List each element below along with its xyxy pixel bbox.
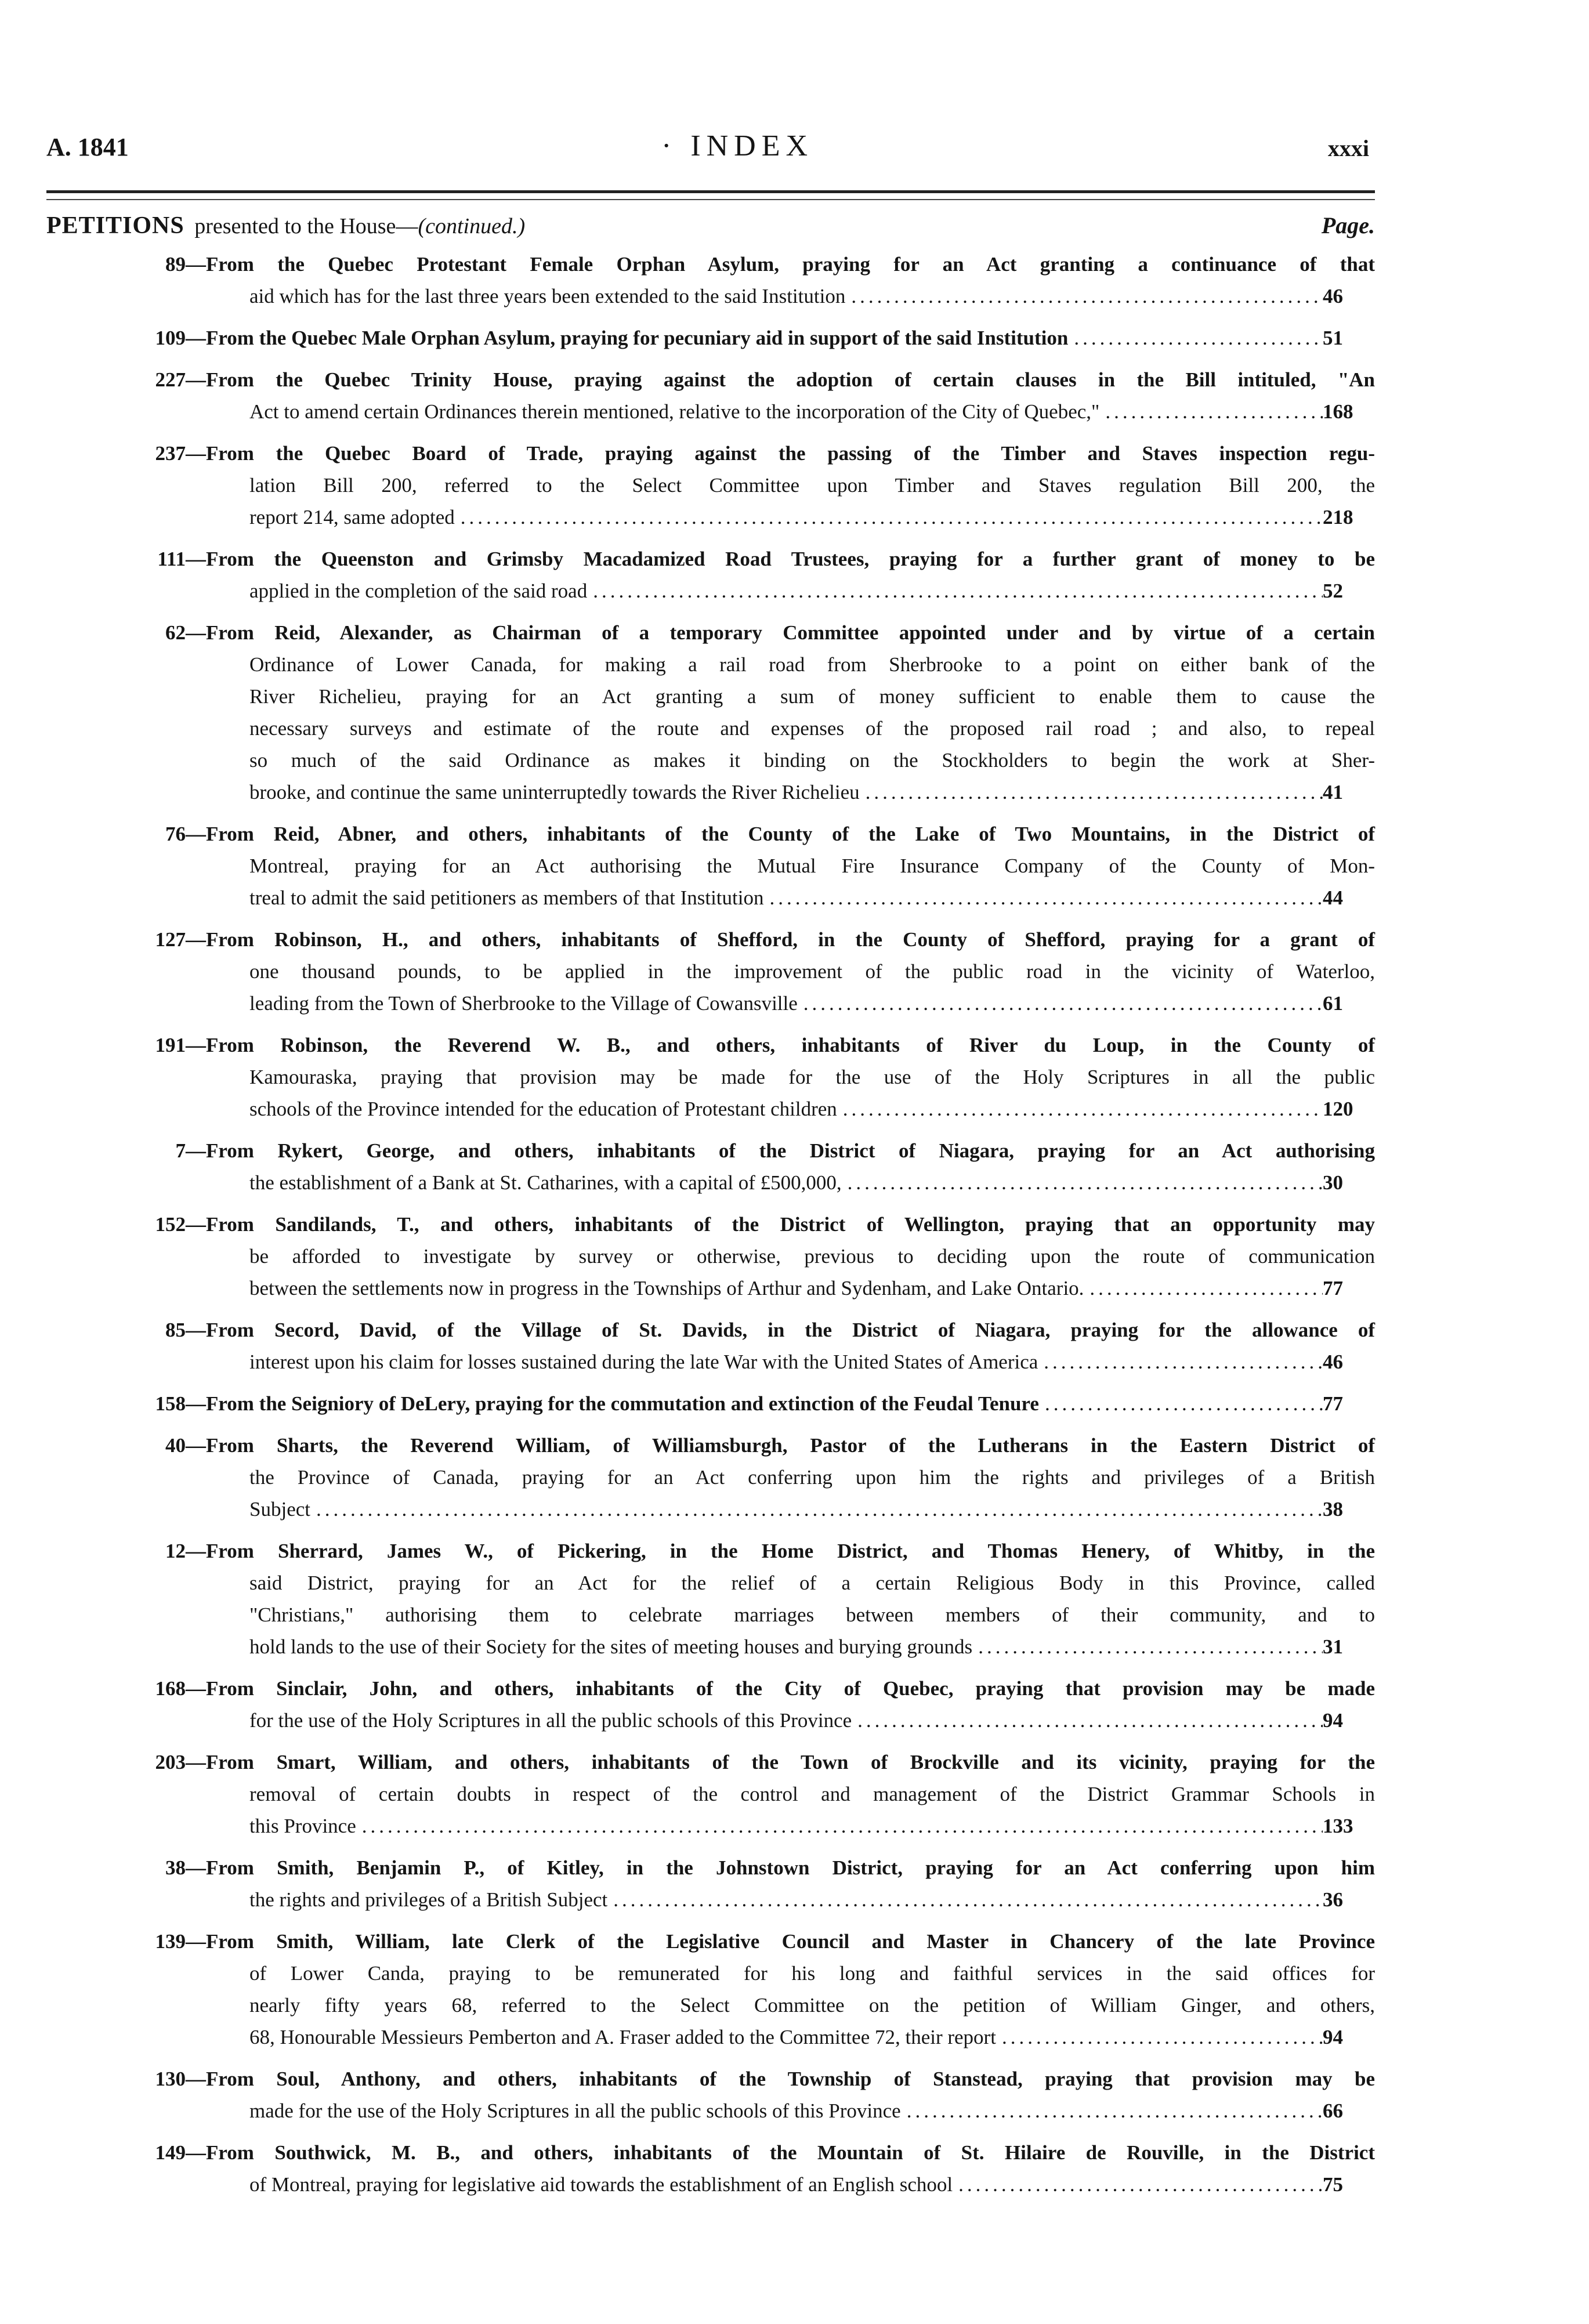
entry-page-number: 38 <box>1323 1498 1343 1521</box>
entry-dash: — <box>186 1392 206 1415</box>
entry-text: From Reid, Abner, and others, inhabitants of the County of the Lake of Two Mountains, in the District of <box>206 823 1375 845</box>
index-entry <box>46 437 1375 533</box>
entry-line <box>249 1061 1375 1093</box>
entry-number: 158 <box>155 1392 186 1415</box>
entry-text: From Smith, Benjamin P., of Kitley, in the Johnstown District, praying for an Act conferring upon him <box>206 1856 1375 1879</box>
header-page-number: xxxi <box>1327 135 1369 161</box>
entry-line <box>249 987 1375 1019</box>
section-heading <box>46 212 1375 247</box>
entry-dash: — <box>186 1677 206 1700</box>
entry-page-number: 36 <box>1323 1888 1343 1911</box>
header-rule-thick <box>46 190 1375 193</box>
dot-leader <box>901 2095 1323 2127</box>
index-entry <box>46 1314 1375 1378</box>
dot-leader <box>953 2169 1323 2200</box>
entry-line <box>249 649 1375 680</box>
dot-leader <box>587 575 1323 607</box>
entry-text: From Sharts, the Reverend William, of Williamsburgh, Pastor of the Lutherans in the Eastern District of <box>206 1434 1375 1457</box>
entry-body <box>186 322 1375 354</box>
entry-number: 191 <box>155 1034 186 1056</box>
index-entry <box>46 924 1375 1019</box>
entry-text: between the settlements now in progress in the Townships of Arthur and Sydenham, and Lake Ontario. <box>249 1277 1084 1299</box>
entry-page-number: 133 <box>1323 1815 1353 1837</box>
entry-line <box>186 924 1375 955</box>
entry-text: From Sinclair, John, and others, inhabitants of the City of Quebec, praying that provision may be made <box>206 1677 1375 1700</box>
entry-text: interest upon his claim for losses sustained during the late War with the United States of America <box>249 1351 1038 1373</box>
entry-text: From the Queenston and Grimsby Macadamized Road Trustees, praying for a further grant of money to be <box>206 548 1375 570</box>
entry-body <box>186 1029 1375 1125</box>
entry-line <box>186 322 1375 354</box>
entry-line <box>186 1535 1375 1567</box>
entry-text: hold lands to the use of their Society for the sites of meeting houses and burying grounds <box>249 1635 973 1658</box>
entry-text: be afforded to investigate by survey or otherwise, previous to deciding upon the route of communication <box>249 1245 1375 1268</box>
entry-number: 12 <box>165 1540 186 1562</box>
entry-line <box>249 1989 1375 2021</box>
entry-dash: — <box>186 327 206 349</box>
entry-text: nearly fifty years 68, referred to the Select Committee on the petition of William Ginger, and others, <box>249 1994 1375 2017</box>
index-entry <box>46 617 1375 808</box>
entry-body <box>186 1388 1375 1420</box>
entry-line <box>186 1314 1375 1346</box>
header-session-year: A. 1841 <box>46 133 129 161</box>
entry-line <box>249 712 1375 744</box>
entry-line <box>186 1852 1375 1884</box>
entry-page-number: 30 <box>1323 1171 1343 1194</box>
dot-leader <box>842 1167 1323 1199</box>
index-entry <box>46 1852 1375 1916</box>
entry-body <box>186 364 1375 428</box>
entry-line <box>186 1925 1375 1957</box>
index-entry <box>46 2063 1375 2127</box>
entry-line <box>186 1746 1375 1778</box>
entry-line <box>249 469 1375 501</box>
entry-number: 227 <box>155 368 186 391</box>
page-column-label: Page. <box>1321 212 1375 238</box>
entry-dash: — <box>186 1213 206 1236</box>
petition-index-list <box>46 248 1375 2210</box>
entry-body <box>186 617 1375 808</box>
entry-text: leading from the Town of Sherbrooke to the Village of Cowansville <box>249 992 798 1015</box>
index-entry <box>46 1029 1375 1125</box>
entry-line <box>249 882 1375 914</box>
entry-dash: — <box>186 1139 206 1162</box>
entry-text: From Robinson, the Reverend W. B., and others, inhabitants of River du Loup, in the County of <box>206 1034 1375 1056</box>
entry-page-number: 94 <box>1323 2026 1343 2048</box>
entry-line <box>186 1029 1375 1061</box>
entry-text: brooke, and continue the same uninterruptedly towards the River Richelieu <box>249 781 860 803</box>
entry-dash: — <box>186 1540 206 1562</box>
index-entry <box>46 1673 1375 1736</box>
entry-line <box>186 364 1375 396</box>
dot-leader <box>1084 1272 1323 1304</box>
entry-dash: — <box>186 621 206 644</box>
entry-line <box>249 955 1375 987</box>
entry-page-number: 46 <box>1323 1351 1343 1373</box>
entry-line <box>186 1673 1375 1704</box>
entry-number: 152 <box>155 1213 186 1236</box>
entry-text: 68, Honourable Messieurs Pemberton and A. Fraser added to the Committee 72, their report <box>249 2026 996 2048</box>
entry-body <box>186 2137 1375 2200</box>
entry-text: From the Quebec Trinity House, praying against the adoption of certain clauses in the Bill intituled, "An <box>206 368 1375 391</box>
entry-line <box>186 1135 1375 1167</box>
entry-line <box>249 1778 1375 1810</box>
index-entry <box>46 1925 1375 2053</box>
entry-number: 203 <box>155 1751 186 1773</box>
entry-dash: — <box>186 928 206 951</box>
page-header <box>46 129 1369 173</box>
section-title: PETITIONS <box>46 212 184 239</box>
entry-text: lation Bill 200, referred to the Select Committee upon Timber and Staves regulation Bill 200, the <box>249 474 1375 497</box>
entry-number: 139 <box>155 1930 186 1953</box>
entry-number: 168 <box>155 1677 186 1700</box>
entry-text: Montreal, praying for an Act authorising the Mutual Fire Insurance Company of the County of Mon- <box>249 855 1375 877</box>
entry-line <box>249 1884 1375 1916</box>
section-continued: (continued.) <box>418 214 526 238</box>
dot-leader <box>860 776 1323 808</box>
entry-text: Kamouraska, praying that provision may be made for the use of the Holy Scriptures in all the public <box>249 1066 1375 1088</box>
entry-body <box>186 1535 1375 1663</box>
entry-line <box>249 396 1375 428</box>
entry-text: River Richelieu, praying for an Act granting a sum of money sufficient to enable them to cause the <box>249 685 1375 708</box>
entry-page-number: 52 <box>1323 580 1343 602</box>
index-entry <box>46 322 1375 354</box>
entry-dash: — <box>186 442 206 465</box>
entry-text: the establishment of a Bank at St. Catharines, with a capital of £500,000, <box>249 1171 842 1194</box>
dot-leader <box>763 882 1323 914</box>
entry-dash: — <box>186 823 206 845</box>
entry-line <box>186 1208 1375 1240</box>
entry-text: Act to amend certain Ordinances therein mentioned, relative to the incorporation of the City of Quebec," <box>249 400 1100 423</box>
entry-line <box>249 575 1375 607</box>
entry-text: treal to admit the said petitioners as members of that Institution <box>249 886 764 909</box>
entry-text: From Sherrard, James W., of Pickering, in the Home District, and Thomas Henery, of Whitby, in the <box>206 1540 1375 1562</box>
dot-leader <box>1039 1388 1323 1420</box>
entry-text: the Province of Canada, praying for an Act conferring upon him the rights and privileges of a British <box>249 1466 1375 1489</box>
entry-dash: — <box>186 2068 206 2090</box>
entry-number: 7 <box>175 1139 186 1162</box>
entry-body <box>186 818 1375 914</box>
entry-text: From Sandilands, T., and others, inhabitants of the District of Wellington, praying that an opportunity may <box>206 1213 1375 1236</box>
entry-line <box>249 1631 1375 1663</box>
entry-line <box>249 1461 1375 1493</box>
entry-text: applied in the completion of the said road <box>249 580 588 602</box>
index-entry <box>46 1429 1375 1525</box>
entry-line <box>249 1704 1375 1736</box>
dot-leader <box>310 1493 1323 1525</box>
entry-line <box>186 248 1375 280</box>
entry-number: 40 <box>165 1434 186 1457</box>
entry-text: the rights and privileges of a British Subject <box>249 1888 608 1911</box>
entry-number: 130 <box>155 2068 186 2090</box>
index-entry <box>46 364 1375 428</box>
entry-text: report 214, same adopted <box>249 506 455 528</box>
entry-text: From Rykert, George, and others, inhabitants of the District of Niagara, praying for an Act authorising <box>206 1139 1375 1162</box>
entry-body <box>186 1208 1375 1304</box>
entry-body <box>186 543 1375 607</box>
entry-page-number: 44 <box>1323 886 1343 909</box>
entry-line <box>249 1599 1375 1631</box>
entry-text: From the Quebec Board of Trade, praying against the passing of the Timber and Staves inspection regu- <box>206 442 1375 465</box>
dot-leader <box>837 1093 1323 1125</box>
dot-leader <box>798 987 1323 1019</box>
entry-line <box>186 1388 1375 1420</box>
entry-page-number: 94 <box>1323 1709 1343 1732</box>
index-entry <box>46 1535 1375 1663</box>
entry-text: said District, praying for an Act for the relief of a certain Religious Body in this Province, called <box>249 1572 1375 1594</box>
index-entry <box>46 1135 1375 1199</box>
dot-leader <box>972 1631 1323 1663</box>
index-entry <box>46 818 1375 914</box>
entry-body <box>186 2063 1375 2127</box>
entry-dash: — <box>186 1930 206 1953</box>
entry-line <box>186 437 1375 469</box>
dot-leader <box>607 1884 1323 1916</box>
entry-body <box>186 1135 1375 1199</box>
entry-text: "Christians," authorising them to celebrate marriages between members of their community, and to <box>249 1603 1375 1626</box>
entry-text: From the Quebec Protestant Female Orphan Asylum, praying for an Act granting a continuance of that <box>206 253 1375 276</box>
header-rule-thin <box>46 199 1375 200</box>
entry-body <box>186 1852 1375 1916</box>
entry-line <box>186 818 1375 850</box>
section-subtitle: presented to the House— <box>194 214 418 238</box>
entry-dash: — <box>186 1434 206 1457</box>
header-title: · INDEX <box>661 129 814 162</box>
entry-line <box>249 776 1375 808</box>
entry-line <box>186 2063 1375 2095</box>
dot-leader <box>996 2021 1323 2053</box>
entry-page-number: 66 <box>1323 2099 1343 2122</box>
entry-line <box>249 850 1375 882</box>
entry-text: one thousand pounds, to be applied in the improvement of the public road in the vicinity of Waterloo, <box>249 960 1375 983</box>
entry-number: 38 <box>165 1856 186 1879</box>
entry-line <box>249 1167 1375 1199</box>
entry-body <box>186 1314 1375 1378</box>
entry-dash: — <box>186 1856 206 1879</box>
entry-line <box>186 2137 1375 2169</box>
entry-text: so much of the said Ordinance as makes it binding on the Stockholders to begin the work at Sher- <box>249 749 1375 772</box>
entry-page-number: 46 <box>1323 285 1343 307</box>
entry-page-number: 168 <box>1323 400 1353 423</box>
entry-line <box>249 501 1375 533</box>
entry-body <box>186 1429 1375 1525</box>
entry-dash: — <box>186 368 206 391</box>
entry-number: 62 <box>165 621 186 644</box>
entry-line <box>249 1493 1375 1525</box>
entry-dash: — <box>186 2141 206 2164</box>
entry-page-number: 31 <box>1323 1635 1343 1658</box>
entry-number: 89 <box>165 253 186 276</box>
entry-text: From the Quebec Male Orphan Asylum, praying for pecuniary aid in support of the said Institution <box>206 327 1069 349</box>
entry-number: 76 <box>165 823 186 845</box>
entry-text: of Lower Canda, praying to be remunerated for his long and faithful services in the said offices for <box>249 1962 1375 1985</box>
entry-text: From Southwick, M. B., and others, inhabitants of the Mountain of St. Hilaire de Rouville, in the District <box>206 2141 1375 2164</box>
entry-text: Subject <box>249 1498 310 1521</box>
entry-line <box>249 2169 1375 2200</box>
entry-dash: — <box>186 548 206 570</box>
entry-page-number: 61 <box>1323 992 1343 1015</box>
entry-text: From Reid, Alexander, as Chairman of a temporary Committee appointed under and by virtue of a certain <box>206 621 1375 644</box>
entry-text: From Smart, William, and others, inhabitants of the Town of Brockville and its vicinity, praying for the <box>206 1751 1375 1773</box>
dot-leader <box>1038 1346 1323 1378</box>
entry-body <box>186 1673 1375 1736</box>
index-entry <box>46 543 1375 607</box>
index-entry <box>46 2137 1375 2200</box>
entry-line <box>249 2021 1375 2053</box>
entry-dash: — <box>186 253 206 276</box>
entry-text: necessary surveys and estimate of the route and expenses of the proposed rail road ; and also, to repeal <box>249 717 1375 740</box>
entry-text: From Secord, David, of the Village of St. Davids, in the District of Niagara, praying for the allowance of <box>206 1319 1375 1341</box>
entry-text: Ordinance of Lower Canada, for making a rail road from Sherbrooke to a point on either bank of the <box>249 653 1375 676</box>
entry-text: made for the use of the Holy Scriptures in all the public schools of this Province <box>249 2099 901 2122</box>
entry-body <box>186 437 1375 533</box>
entry-page-number: 51 <box>1323 327 1343 349</box>
entry-page-number: 75 <box>1323 2173 1343 2196</box>
entry-number: 127 <box>155 928 186 951</box>
entry-text: From Smith, William, late Clerk of the Legislative Council and Master in Chancery of the late Province <box>206 1930 1375 1953</box>
entry-line <box>249 1567 1375 1599</box>
dot-leader <box>356 1810 1323 1842</box>
entry-dash: — <box>186 1034 206 1056</box>
entry-body <box>186 924 1375 1019</box>
entry-page-number: 77 <box>1323 1392 1343 1415</box>
entry-line <box>186 1429 1375 1461</box>
entry-number: 111 <box>157 548 186 570</box>
index-entry <box>46 1388 1375 1420</box>
entry-dash: — <box>186 1751 206 1773</box>
entry-body <box>186 1746 1375 1842</box>
entry-body <box>186 248 1375 312</box>
entry-line <box>249 1810 1375 1842</box>
index-entry <box>46 1746 1375 1842</box>
entry-text: aid which has for the last three years been extended to the said Institution <box>249 285 846 307</box>
entry-page-number: 218 <box>1323 506 1353 528</box>
entry-line <box>249 1272 1375 1304</box>
dot-leader <box>1099 396 1323 428</box>
entry-line <box>186 543 1375 575</box>
entry-number: 85 <box>165 1319 186 1341</box>
entry-line <box>249 280 1375 312</box>
dot-leader <box>845 280 1323 312</box>
entry-page-number: 41 <box>1323 781 1343 803</box>
dot-leader <box>455 501 1323 533</box>
entry-line <box>249 1346 1375 1378</box>
dot-leader <box>1068 322 1323 354</box>
entry-line <box>186 617 1375 649</box>
entry-text: From Robinson, H., and others, inhabitants of Shefford, in the County of Shefford, praying for a grant of <box>206 928 1375 951</box>
entry-line <box>249 680 1375 712</box>
entry-text: From Soul, Anthony, and others, inhabitants of the Township of Stanstead, praying that provision may be <box>206 2068 1375 2090</box>
index-entry <box>46 248 1375 312</box>
entry-line <box>249 1957 1375 1989</box>
entry-number: 237 <box>155 442 186 465</box>
entry-line <box>249 2095 1375 2127</box>
entry-number: 149 <box>155 2141 186 2164</box>
entry-line <box>249 744 1375 776</box>
entry-line <box>249 1093 1375 1125</box>
dot-leader <box>852 1704 1323 1736</box>
entry-text: removal of certain doubts in respect of the control and management of the District Grammar Schools in <box>249 1783 1375 1805</box>
entry-body <box>186 1925 1375 2053</box>
entry-text: of Montreal, praying for legislative aid towards the establishment of an English school <box>249 2173 953 2196</box>
entry-text: schools of the Province intended for the education of Protestant children <box>249 1098 837 1120</box>
entry-page-number: 77 <box>1323 1277 1343 1299</box>
entry-number: 109 <box>155 327 186 349</box>
entry-text: for the use of the Holy Scriptures in all the public schools of this Province <box>249 1709 852 1732</box>
entry-page-number: 120 <box>1323 1098 1353 1120</box>
entry-text: this Province <box>249 1815 356 1837</box>
index-entry <box>46 1208 1375 1304</box>
entry-line <box>249 1240 1375 1272</box>
entry-dash: — <box>186 1319 206 1341</box>
entry-text: From the Seigniory of DeLery, praying for the commutation and extinction of the Feudal Tenure <box>206 1392 1039 1415</box>
